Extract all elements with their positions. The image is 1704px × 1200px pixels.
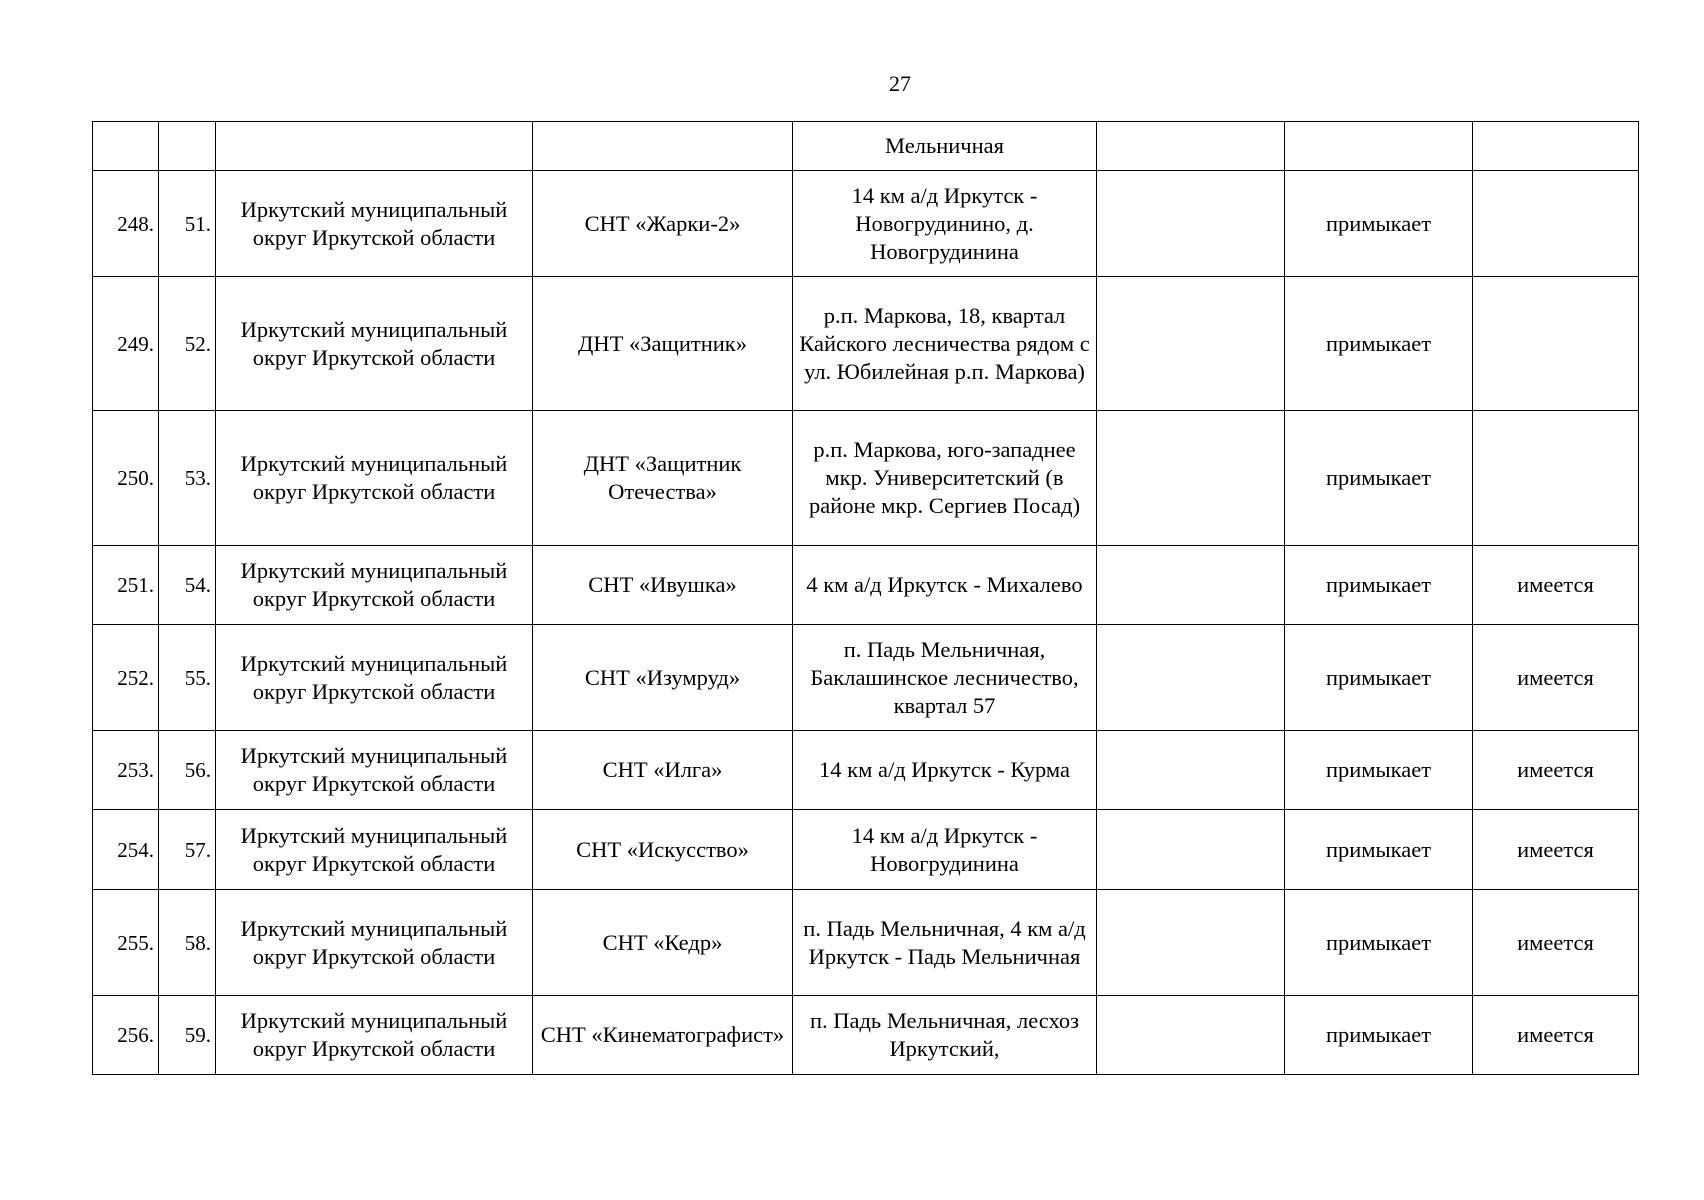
cell-address: п. Падь Мельничная, 4 км а/д Иркутск - Падь Мельничная bbox=[793, 890, 1097, 996]
cell-adjacency: примыкает bbox=[1285, 890, 1473, 996]
cell-no: 256. bbox=[93, 996, 159, 1075]
cell-availability: имеется bbox=[1473, 546, 1639, 625]
cell-sub-no: 51. bbox=[159, 171, 216, 277]
cell-availability: имеется bbox=[1473, 731, 1639, 810]
table-row bbox=[93, 546, 1639, 625]
cell-adjacency: примыкает bbox=[1285, 810, 1473, 890]
cell-name: СНТ «Ивушка» bbox=[533, 546, 793, 625]
cell-address: р.п. Маркова, юго-западнее мкр. Университетский (в районе мкр. Сергиев Посад) bbox=[793, 411, 1097, 546]
cell-address: р.п. Маркова, 18, квартал Кайского лесничества рядом с ул. Юбилейная р.п. Маркова) bbox=[793, 277, 1097, 411]
cell-adjacency: примыкает bbox=[1285, 411, 1473, 546]
cell-col6 bbox=[1097, 277, 1285, 411]
registry-table-body bbox=[93, 122, 1639, 1075]
cell-adjacency: примыкает bbox=[1285, 171, 1473, 277]
table-row bbox=[93, 277, 1639, 411]
table-row bbox=[93, 411, 1639, 546]
cell-adjacency: примыкает bbox=[1285, 731, 1473, 810]
cell-name: СНТ «Кинематографист» bbox=[533, 996, 793, 1075]
cell-no: 253. bbox=[93, 731, 159, 810]
cell-address: п. Падь Мельничная, лесхоз Иркутский, bbox=[793, 996, 1097, 1075]
cell-name bbox=[533, 122, 793, 171]
cell-adjacency: примыкает bbox=[1285, 546, 1473, 625]
cell-municipality: Иркутский муниципальный округ Иркутской области bbox=[216, 996, 533, 1075]
cell-availability: имеется bbox=[1473, 625, 1639, 731]
cell-availability: имеется bbox=[1473, 890, 1639, 996]
cell-address: 4 км а/д Иркутск - Михалево bbox=[793, 546, 1097, 625]
cell-sub-no: 54. bbox=[159, 546, 216, 625]
cell-name: СНТ «Изумруд» bbox=[533, 625, 793, 731]
table-row bbox=[93, 171, 1639, 277]
cell-name: СНТ «Искусство» bbox=[533, 810, 793, 890]
cell-name: ДНТ «Защитник» bbox=[533, 277, 793, 411]
cell-municipality: Иркутский муниципальный округ Иркутской области bbox=[216, 890, 533, 996]
cell-sub-no: 55. bbox=[159, 625, 216, 731]
continuation-row bbox=[93, 122, 1639, 171]
cell-name: СНТ «Илга» bbox=[533, 731, 793, 810]
cell-col6 bbox=[1097, 731, 1285, 810]
cell-col6 bbox=[1097, 810, 1285, 890]
cell-name: СНТ «Жарки-2» bbox=[533, 171, 793, 277]
cell-no: 251. bbox=[93, 546, 159, 625]
cell-adjacency: примыкает bbox=[1285, 996, 1473, 1075]
cell-col6 bbox=[1097, 996, 1285, 1075]
cell-no: 248. bbox=[93, 171, 159, 277]
cell-municipality: Иркутский муниципальный округ Иркутской области bbox=[216, 277, 533, 411]
cell-no: 249. bbox=[93, 277, 159, 411]
cell-name: СНТ «Кедр» bbox=[533, 890, 793, 996]
cell-col6 bbox=[1097, 890, 1285, 996]
cell-adjacency bbox=[1285, 122, 1473, 171]
cell-sub-no bbox=[159, 122, 216, 171]
cell-sub-no: 56. bbox=[159, 731, 216, 810]
cell-no: 254. bbox=[93, 810, 159, 890]
table-row bbox=[93, 996, 1639, 1075]
cell-sub-no: 57. bbox=[159, 810, 216, 890]
cell-no bbox=[93, 122, 159, 171]
table-row bbox=[93, 890, 1639, 996]
cell-sub-no: 53. bbox=[159, 411, 216, 546]
page-number: 27 bbox=[889, 71, 911, 96]
cell-municipality: Иркутский муниципальный округ Иркутской области bbox=[216, 171, 533, 277]
cell-availability bbox=[1473, 411, 1639, 546]
cell-municipality: Иркутский муниципальный округ Иркутской области bbox=[216, 546, 533, 625]
cell-availability bbox=[1473, 122, 1639, 171]
cell-address: 14 км а/д Иркутск - Курма bbox=[793, 731, 1097, 810]
cell-availability: имеется bbox=[1473, 996, 1639, 1075]
table-row bbox=[93, 810, 1639, 890]
cell-municipality bbox=[216, 122, 533, 171]
cell-address: 14 км а/д Иркутск - Новогрудинина bbox=[793, 810, 1097, 890]
cell-col6 bbox=[1097, 546, 1285, 625]
cell-availability: имеется bbox=[1473, 810, 1639, 890]
cell-sub-no: 52. bbox=[159, 277, 216, 411]
cell-name: ДНТ «Защитник Отечества» bbox=[533, 411, 793, 546]
cell-address: 14 км а/д Иркутск - Новогрудинино, д. Новогрудинина bbox=[793, 171, 1097, 277]
cell-address: п. Падь Мельничная, Баклашинское лесничество, квартал 57 bbox=[793, 625, 1097, 731]
cell-adjacency: примыкает bbox=[1285, 625, 1473, 731]
cell-municipality: Иркутский муниципальный округ Иркутской области bbox=[216, 411, 533, 546]
cell-col6 bbox=[1097, 411, 1285, 546]
cell-adjacency: примыкает bbox=[1285, 277, 1473, 411]
cell-sub-no: 58. bbox=[159, 890, 216, 996]
cell-no: 252. bbox=[93, 625, 159, 731]
cell-municipality: Иркутский муниципальный округ Иркутской области bbox=[216, 625, 533, 731]
registry-table bbox=[92, 121, 1639, 1075]
table-row bbox=[93, 731, 1639, 810]
cell-address: Мельничная bbox=[793, 122, 1097, 171]
cell-col6 bbox=[1097, 171, 1285, 277]
cell-sub-no: 59. bbox=[159, 996, 216, 1075]
cell-municipality: Иркутский муниципальный округ Иркутской области bbox=[216, 810, 533, 890]
cell-col6 bbox=[1097, 122, 1285, 171]
cell-municipality: Иркутский муниципальный округ Иркутской области bbox=[216, 731, 533, 810]
cell-no: 255. bbox=[93, 890, 159, 996]
cell-availability bbox=[1473, 171, 1639, 277]
cell-no: 250. bbox=[93, 411, 159, 546]
table-row bbox=[93, 625, 1639, 731]
cell-availability bbox=[1473, 277, 1639, 411]
cell-col6 bbox=[1097, 625, 1285, 731]
